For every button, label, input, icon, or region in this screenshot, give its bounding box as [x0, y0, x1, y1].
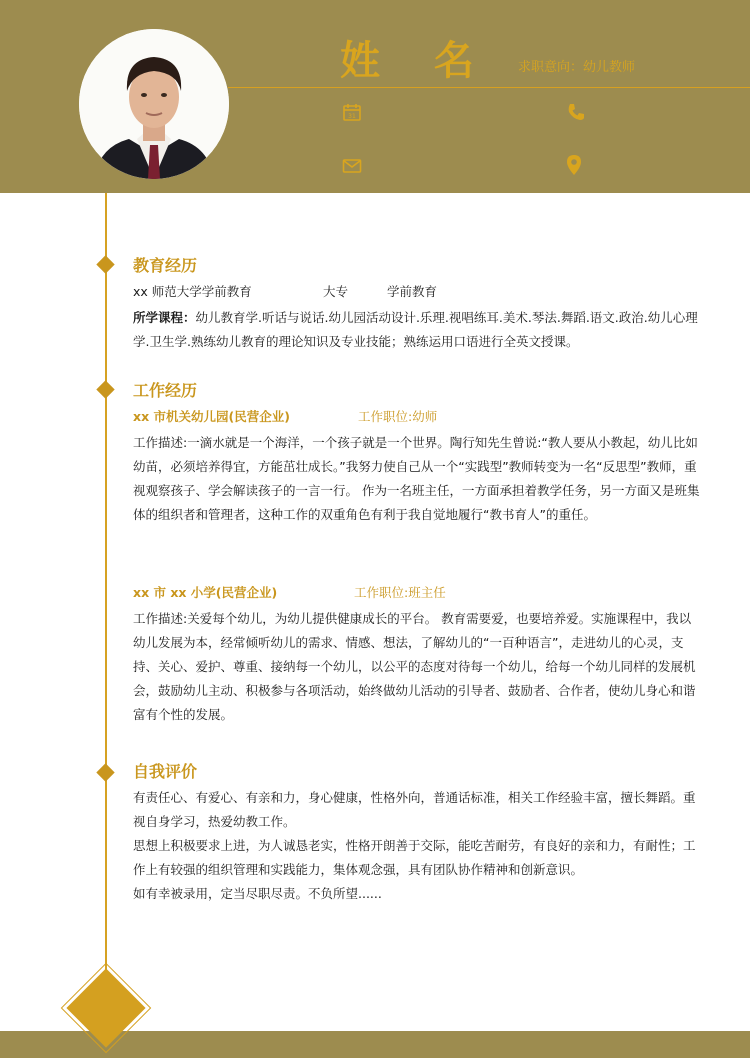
- self-eval-paragraph: 如有幸被录用，定当尽职尽责。不负所望......: [133, 886, 382, 901]
- timeline-line: [105, 193, 107, 983]
- job-header: [133, 582, 446, 604]
- svg-text:31: 31: [348, 113, 356, 120]
- phone-icon: [566, 102, 586, 122]
- job-header: [133, 406, 437, 428]
- school-name: xx 师范大学学前教育: [133, 284, 252, 299]
- company-name: xx 市机关幼儿园(民营企业): [133, 409, 290, 424]
- major: 学前教育: [387, 284, 438, 299]
- courses-list: 幼儿教育学.听话与说话.幼儿园活动设计.乐理.视唱练耳.美术.琴法.舞蹈.语文.政治.幼儿心理学.卫生学.熟练幼儿教育的理论知识及专业技能；熟练运用口语进行全英文授课。: [133, 310, 698, 349]
- education-row: [133, 281, 437, 303]
- self-eval-paragraph: 思想上积极要求上进，为人诚恳老实，性格开朗善于交际，能吃苦耐劳，有良好的亲和力，有耐性；工作上有较强的组织管理和实践能力，集体观念强，具有团队协作精神和创新意识。: [133, 838, 696, 877]
- self-eval-paragraph: 有责任心、有爱心、有亲和力，身心健康，性格外向，普通话标准，相关工作经验丰富，擅长舞蹈。重视自身学习，热爱幼教工作。: [133, 790, 696, 829]
- company-name: xx 市 xx 小学(民营企业): [133, 585, 278, 600]
- calendar-icon: [342, 102, 362, 122]
- job-description: 工作描述:关爱每个幼儿，为幼儿提供健康成长的平台。 教育需要爱，也要培养爱。实施课程中，我以幼儿发展为本，经常倾听幼儿的需求、情感、想法，了解幼儿的“一百种语言”，走进幼儿的心灵，支持、关心、爱护、尊重、接纳每一个幼儿，以公平的态度对待每一个幼儿，给每一个幼儿同样的发展机会，鼓励幼儿主动、积极参与各项活动，始终做幼儿活动的引导者、鼓励者、合作者，使幼儿身心和谐富有个性的发展。: [133, 611, 696, 722]
- section-title-work: 工作经历: [133, 381, 198, 400]
- degree: 大专: [323, 284, 349, 299]
- section-title-self-eval: 自我评价: [133, 762, 198, 781]
- section-title-education: 教育经历: [133, 256, 198, 275]
- avatar: [79, 29, 229, 179]
- header-divider: [228, 87, 750, 88]
- section-marker: [96, 380, 114, 398]
- job-position: 工作职位:班主任: [354, 585, 446, 600]
- location-icon: [564, 154, 584, 174]
- courses-label: 所学课程：: [133, 310, 196, 325]
- job-intent: 求职意向：幼儿教师: [518, 60, 636, 75]
- section-marker: [96, 763, 114, 781]
- job-description: 工作描述:一滴水就是一个海洋，一个孩子就是一个世界。陶行知先生曾说:“教人要从小教起，幼儿比如幼苗，必须培养得宜，方能茁壮成长。”我努力使自己从一个“实践型”教师转变为一名“反思型”教师，重视观察孩子、学会解读孩子的一言一行。 作为一名班主任，一方面承担着教学任务，另一方面又是班集体的组织者和管理者，这种工作的双重角色有利于我自觉地履行“教书育人”的重任。: [133, 435, 700, 522]
- courses-text: [133, 306, 703, 354]
- job-position: 工作职位:幼师: [358, 409, 438, 424]
- section-marker: [96, 255, 114, 273]
- mail-icon: [342, 156, 362, 176]
- candidate-name: 姓 名: [340, 38, 494, 84]
